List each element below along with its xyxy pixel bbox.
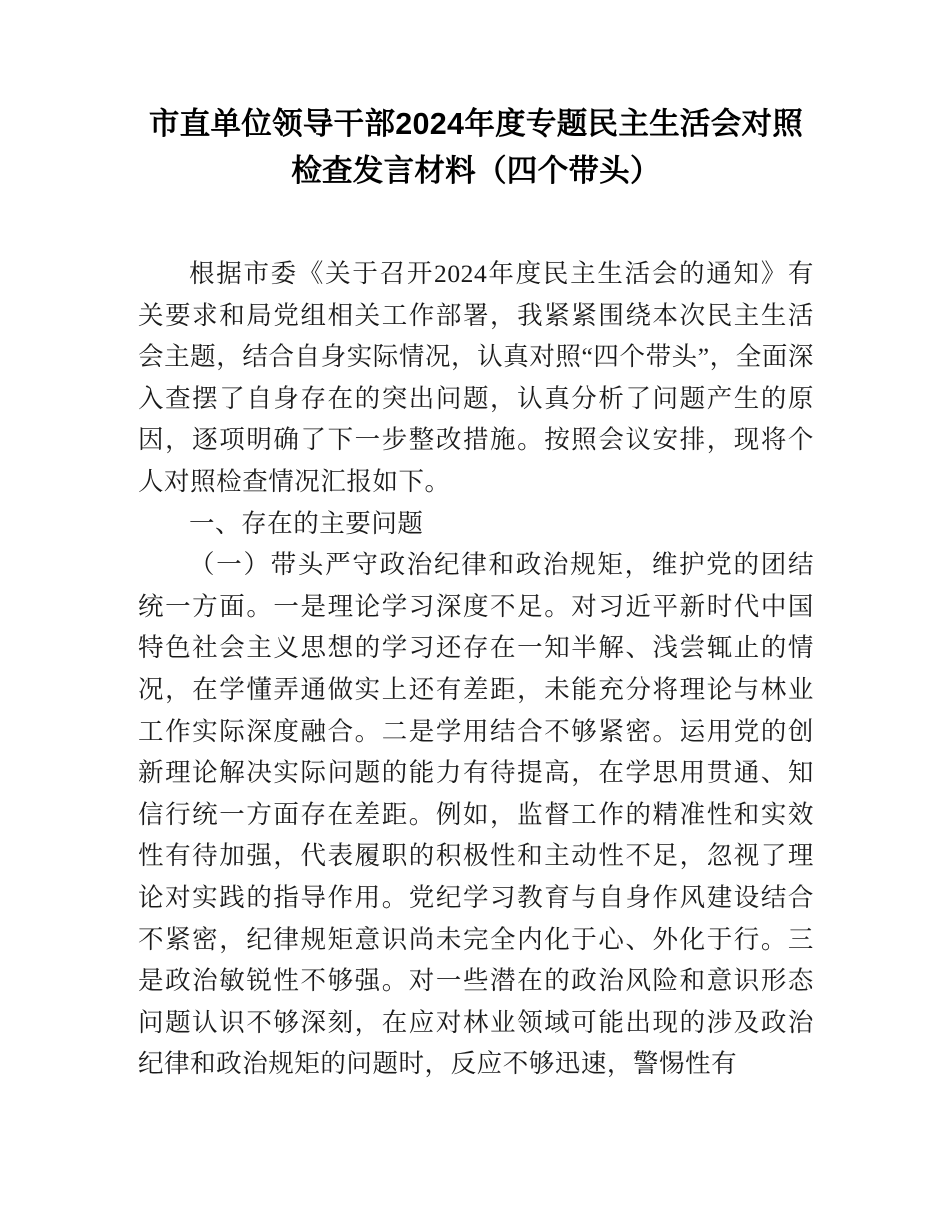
paragraph-subsection-political-discipline: （一）带头严守政治纪律和政治规矩，维护党的团结统一方面。一是理论学习深度不足。对习近平新时代中国特色社会主义思想的学习还存在一知半解、浅尝辄止的情况，在学懂弄通做实上还有差距，未能充分将理论与林业工作实际深度融合。二是学用结合不够紧密。运用党的创新理论解决实际问题的能力有待提高，在学思用贯通、知信行统一方面存在差距。例如，监督工作的精准性和实效性有待加强，代表履职的积极性和主动性不足，忽视了理论对实践的指导作用。党纪学习教育与自身作风建设结合不紧密，纪律规矩意识尚未完全内化于心、外化于行。三是政治敏锐性不够强。对一些潜在的政治风险和意识形态问题认识不够深刻，在应对林业领域可能出现的涉及政治纪律和政治规矩的问题时，反应不够迅速，警惕性有: [138, 550, 814, 1079]
section-heading-main-problems: 一、存在的主要问题: [189, 508, 424, 538]
document-body: [138, 0, 814, 1085]
paragraph-intro: 根据市委《关于召开2024年度民主生活会的通知》有关要求和局党组相关工作部署，我紧紧围绕本次民主生活会主题，结合自身实际情况，认真对照“四个带头”，全面深入查摆了自身存在的突出问题，认真分析了问题产生的原因，逐项明确了下一步整改措施。按照会议安排，现将个人对照检查情况汇报如下。: [138, 259, 814, 496]
page-title: 市直单位领导干部2024年度专题民主生活会对照检查发言材料（四个带头）: [148, 107, 804, 188]
